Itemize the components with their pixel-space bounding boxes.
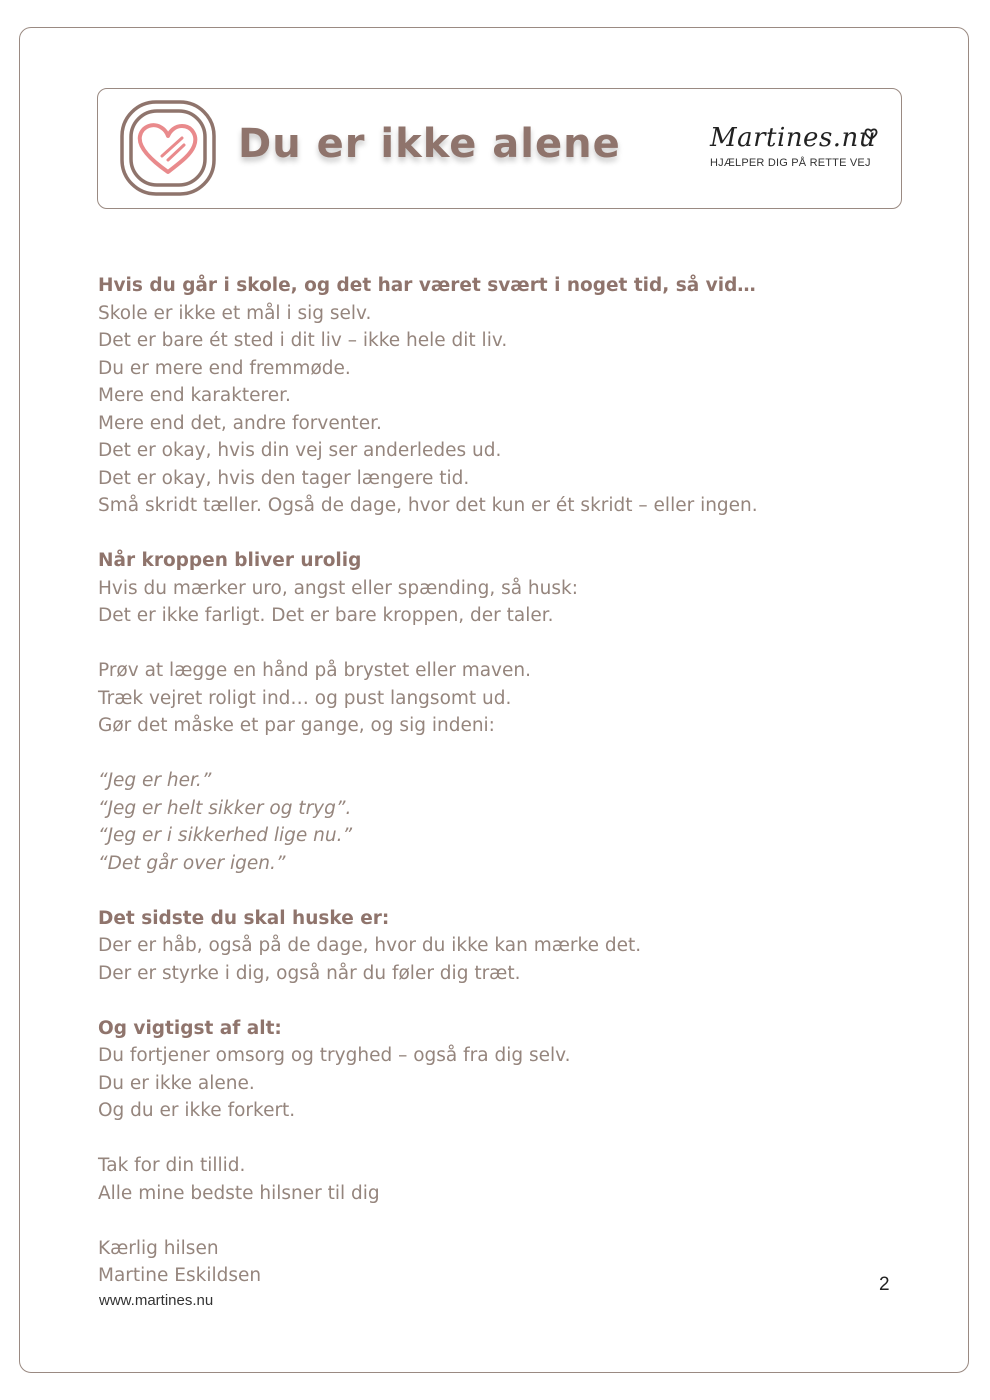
text-line: Der er håb, også på de dage, hvor du ikke kan mærke det. xyxy=(98,935,642,956)
text-line: Træk vejret roligt ind… og pust langsomt ud. xyxy=(98,687,512,709)
text-line: Og du er ikke forkert. xyxy=(98,1100,296,1121)
text-line: Du fortjener omsorg og tryghed – også fra dig selv. xyxy=(98,1045,571,1066)
quote-line: “Jeg er her.” xyxy=(98,770,212,791)
quote-line: “Jeg er helt sikker og tryg”. xyxy=(98,797,352,819)
small-heart-icon xyxy=(864,127,878,141)
section-heading: Når kroppen bliver urolig xyxy=(98,550,362,571)
closing-line: Alle mine bedste hilsner til dig xyxy=(98,1182,380,1204)
quote-line: “Jeg er i sikkerhed lige nu.” xyxy=(98,825,353,846)
text-line: Du er mere end fremmøde. xyxy=(98,357,351,379)
text-line: Prøv at lægge en hånd på brystet eller maven. xyxy=(98,660,531,681)
section-heading: Hvis du går i skole, og det har været svært i noget tid, så vid… xyxy=(98,275,756,296)
signature-name: Martine Eskildsen xyxy=(98,1265,262,1286)
page-number: 2 xyxy=(879,1274,890,1295)
text-line: Det er okay, hvis den tager længere tid. xyxy=(98,467,470,489)
page-title: Du er ikke alene xyxy=(238,121,621,167)
heart-icon xyxy=(118,98,218,198)
quote-line: “Det går over igen.” xyxy=(98,852,286,874)
text-line: Det er okay, hvis din vej ser anderledes ud. xyxy=(98,440,502,461)
closing-line: Tak for din tillid. xyxy=(98,1155,246,1176)
text-line: Mere end det, andre forventer. xyxy=(98,412,382,434)
text-line: Du er ikke alene. xyxy=(98,1072,255,1094)
brand-name: Martines.nu xyxy=(710,123,877,153)
header-banner xyxy=(97,88,902,209)
text-line: Hvis du mærker uro, angst eller spænding, så husk: xyxy=(98,577,578,599)
brand-logo xyxy=(710,125,890,169)
website-url: www.martines.nu xyxy=(99,1292,214,1309)
signoff-line: Kærlig hilsen xyxy=(98,1237,219,1259)
brand-tagline: HJÆLPER DIG PÅ RETTE VEJ xyxy=(710,157,871,169)
text-line: Små skridt tæller. Også de dage, hvor det kun er ét skridt – eller ingen. xyxy=(98,495,758,516)
letter-body xyxy=(98,272,858,1290)
text-line: Der er styrke i dig, også når du føler dig træt. xyxy=(98,962,521,984)
text-line: Skole er ikke et mål i sig selv. xyxy=(98,302,372,324)
text-line: Det er ikke farligt. Det er bare kroppen, der taler. xyxy=(98,605,554,626)
text-line: Det er bare ét sted i dit liv – ikke hele dit liv. xyxy=(98,330,508,351)
section-heading: Og vigtigst af alt: xyxy=(98,1017,282,1039)
section-heading: Det sidste du skal huske er: xyxy=(98,907,390,929)
text-line: Mere end karakterer. xyxy=(98,385,291,406)
text-line: Gør det måske et par gange, og sig indeni: xyxy=(98,715,495,736)
